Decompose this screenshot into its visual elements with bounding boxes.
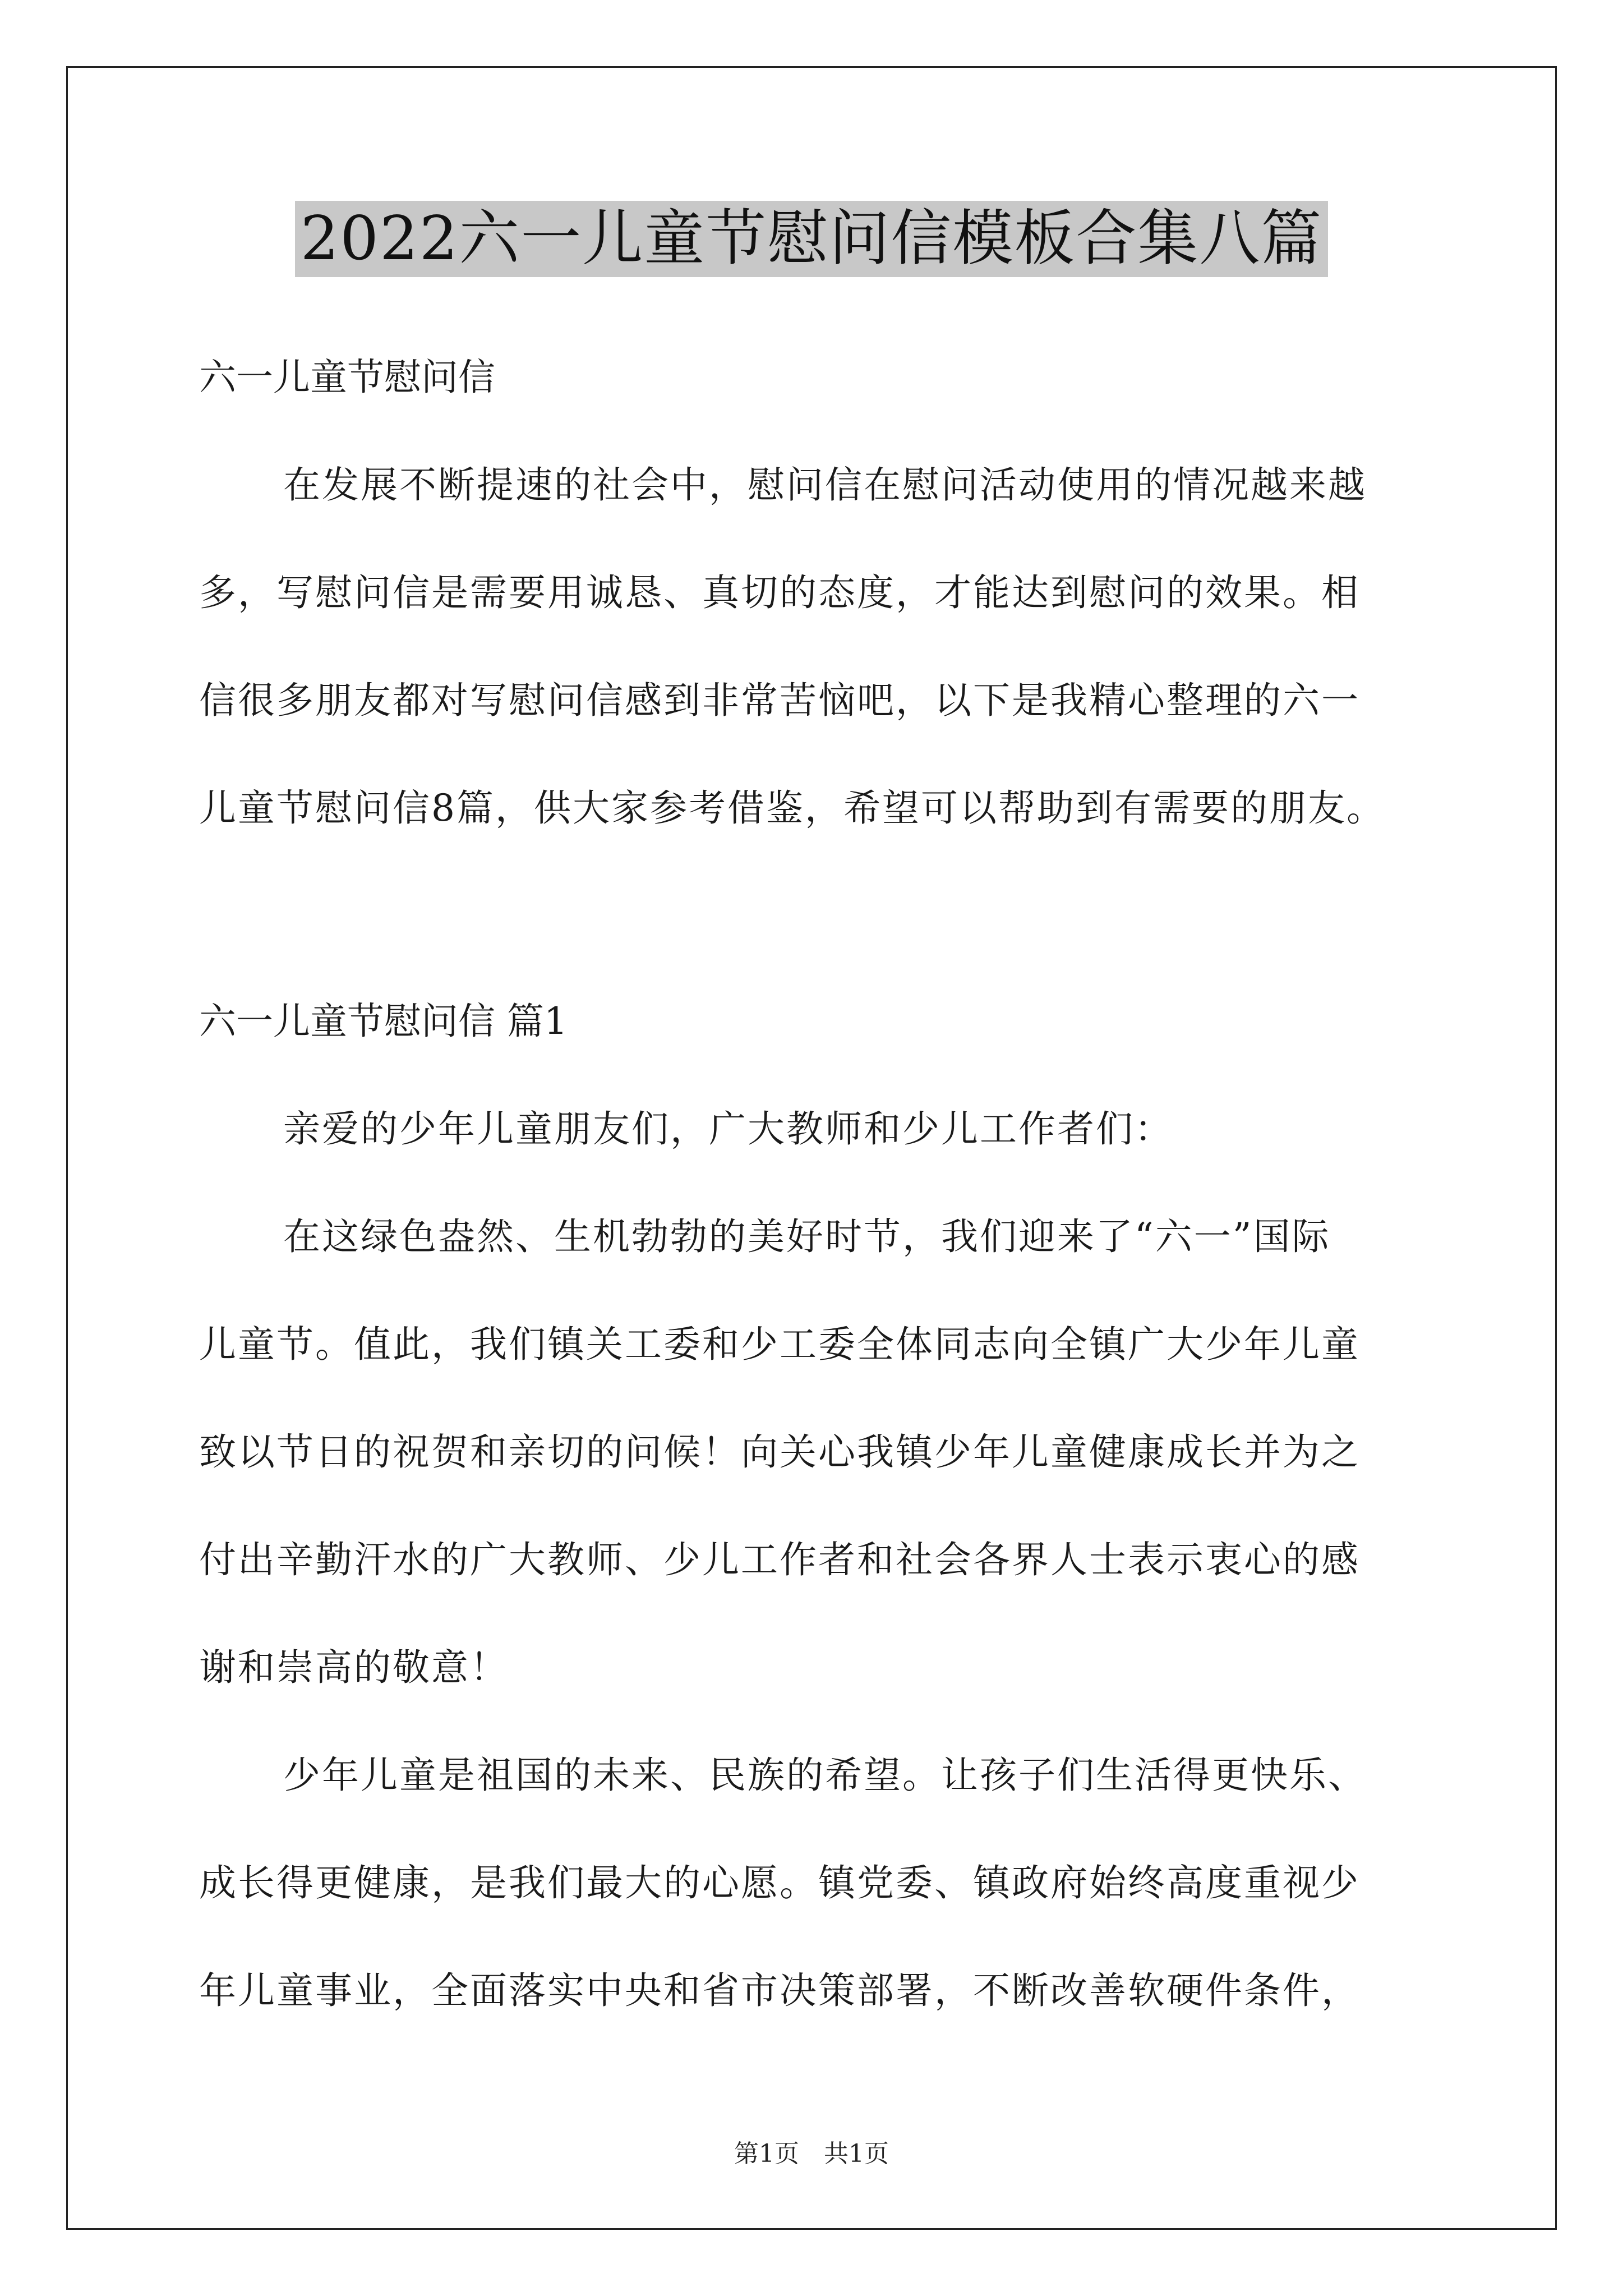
intro-line: 儿童节慰问信8篇，供大家参考借鉴，希望可以帮助到有需要的朋友。 xyxy=(199,786,1385,830)
paragraph-line: 少年儿童是祖国的未来、民族的希望。让孩子们生活得更快乐、 xyxy=(283,1754,1367,1797)
intro-heading: 六一儿童节慰问信 xyxy=(199,356,495,399)
paragraph-line: 成长得更健康，是我们最大的心愿。镇党委、镇政府始终高度重视少 xyxy=(199,1861,1360,1904)
paragraph-line: 致以节日的祝贺和亲切的问候！向关心我镇少年儿童健康成长并为之 xyxy=(199,1430,1360,1474)
title-container xyxy=(0,201,1623,277)
paragraph-line: 儿童节。值此，我们镇关工委和少工委全体同志向全镇广大少年儿童 xyxy=(199,1323,1360,1366)
intro-line: 多，写慰问信是需要用诚恳、真切的态度，才能达到慰问的效果。相 xyxy=(199,571,1360,614)
document-title: 2022六一儿童节慰问信模板合集八篇 xyxy=(295,201,1329,277)
paragraph-line: 付出辛勤汗水的广大教师、少儿工作者和社会各界人士表示衷心的感 xyxy=(199,1538,1360,1581)
paragraph-line: 年儿童事业，全面落实中央和省市决策部署，不断改善软硬件条件， xyxy=(199,1969,1360,2012)
intro-line: 信很多朋友都对写慰问信感到非常苦恼吧，以下是我精心整理的六一 xyxy=(199,679,1360,722)
section-heading-1: 六一儿童节慰问信 篇1 xyxy=(199,1000,568,1043)
paragraph-line: 在这绿色盎然、生机勃勃的美好时节，我们迎来了“六一”国际 xyxy=(283,1215,1331,1258)
paragraph-line: 谢和崇高的敬意！ xyxy=(199,1646,509,1689)
page-footer: 第1页 共1页 xyxy=(734,2139,889,2168)
greeting-line: 亲爱的少年儿童朋友们，广大教师和少儿工作者们： xyxy=(283,1107,1173,1151)
intro-line: 在发展不断提速的社会中，慰问信在慰问活动使用的情况越来越 xyxy=(283,463,1367,507)
